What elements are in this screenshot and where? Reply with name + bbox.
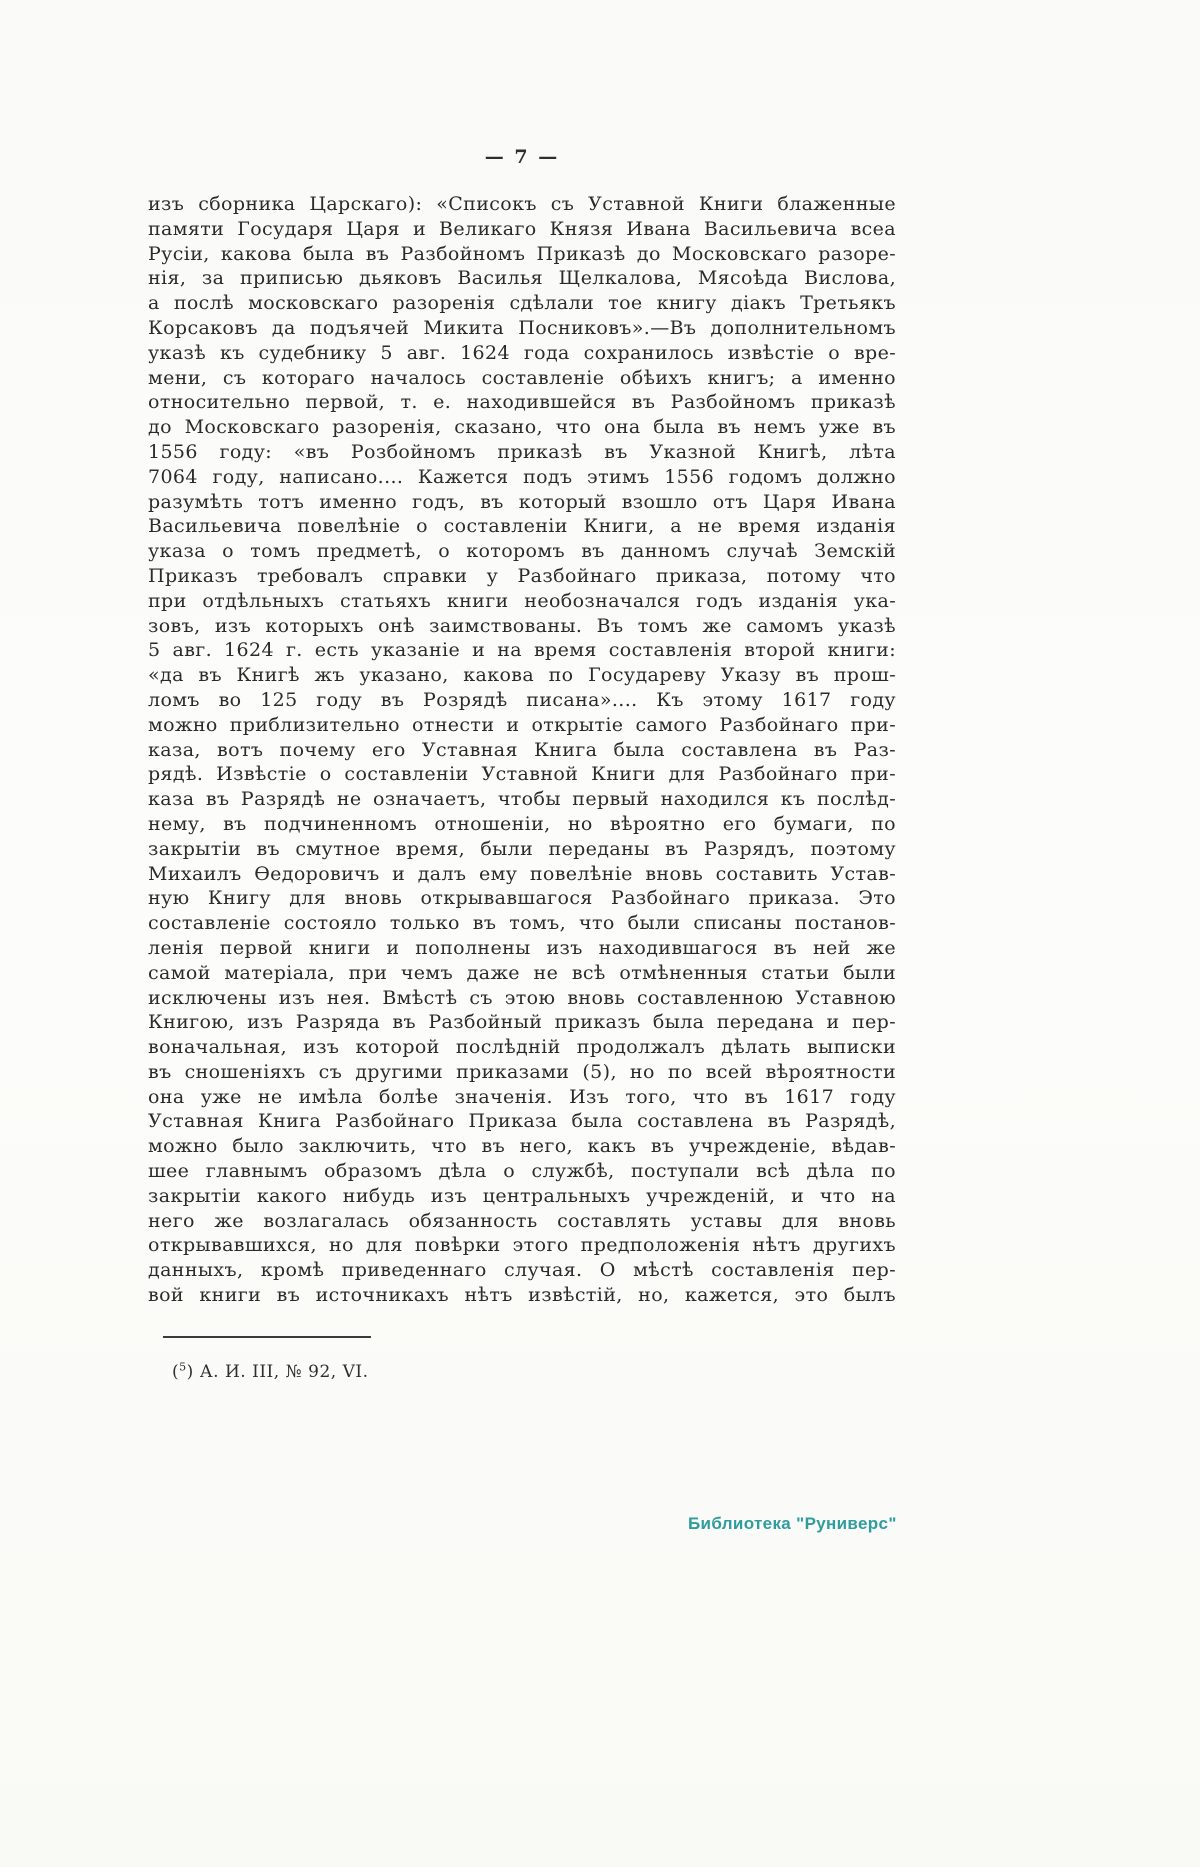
text-line: закрытіи въ смутное время, были переданы въ Разрядъ, поэтому: [148, 837, 896, 860]
text-line: Васильевича повелѣніе о составленіи Книги, а не время изданія: [148, 515, 896, 538]
text-line: воначальная, изъ которой послѣдній продолжалъ дѣлать выписки: [148, 1036, 896, 1059]
text-line: него же возлагалась обязанность составлять уставы для вновь: [148, 1209, 896, 1232]
text-line: относительно первой, т. е. находившейся въ Разбойномъ приказѣ: [148, 391, 896, 414]
text-line: ную Книгу для вновь открывавшагося Разбойнаго приказа. Это: [148, 887, 896, 910]
text-line: при отдѣльныхъ статьяхъ книги необозначался годъ изданія ука-: [148, 589, 896, 612]
text-line: до Московскаго разоренія, сказано, что она была въ немъ уже въ: [148, 416, 896, 439]
footnote-marker: 5: [179, 1360, 187, 1374]
text-line: 7064 году, написано.... Кажется подъ этимъ 1556 годомъ должно: [148, 465, 896, 488]
text-line: она уже не имѣла болѣе значенія. Изъ того, что въ 1617 году: [148, 1085, 896, 1108]
text-line: памяти Государя Царя и Великаго Князя Ивана Васильевича всеа: [148, 217, 896, 240]
text-line: Книгою, изъ Разряда въ Разбойный приказъ была передана и пер-: [148, 1011, 896, 1034]
text-line: 1556 году: «въ Розбойномъ приказѣ въ Указной Книгѣ, лѣта: [148, 440, 896, 463]
text-line: въ сношеніяхъ съ другими приказами (5), но по всей вѣроятности: [148, 1060, 896, 1083]
page-number: — 7 —: [484, 146, 560, 168]
text-line: 5 авг. 1624 г. есть указаніе и на время составленія второй книги:: [148, 639, 896, 662]
text-line: мени, съ котораго началось составленіе обѣихъ книгъ; а именно: [148, 366, 896, 389]
text-line: нія, за приписью дьяковъ Василья Щелкалова, Мясоѣда Вислова,: [148, 267, 896, 290]
text-line: указа о томъ предметѣ, о которомъ въ данномъ случаѣ Земскій: [148, 540, 896, 563]
footnote-open-paren: (: [172, 1362, 180, 1382]
text-line: Приказъ требовалъ справки у Разбойнаго приказа, потому что: [148, 564, 896, 587]
library-watermark: Библиотека "Руниверс": [688, 1514, 897, 1533]
text-line: можно было заключить, что въ него, какъ въ учрежденіе, вѣдав-: [148, 1135, 896, 1158]
body-text: [148, 192, 896, 1308]
text-line: указѣ къ судебнику 5 авг. 1624 года сохранилось извѣстіе о вре-: [148, 341, 896, 364]
text-line: закрытіи какого нибудь изъ центральныхъ учрежденій, и что на: [148, 1184, 896, 1207]
text-line: Михаилъ Ѳедоровичъ и далъ ему повелѣніе вновь составить Устав-: [148, 862, 896, 885]
text-line: Корсаковъ да подъячей Микита Посниковъ».—Въ дополнительномъ: [148, 316, 896, 339]
text-line: вой книги въ источникахъ нѣтъ извѣстій, но, кажется, это былъ: [148, 1284, 896, 1307]
footnote-text: ) А. И. III, № 92, VI.: [186, 1362, 369, 1382]
text-line: исключены изъ нея. Вмѣстѣ съ этою вновь составленною Уставною: [148, 986, 896, 1009]
text-line: ленія первой книги и пополнены изъ находившагося въ ней же: [148, 936, 896, 959]
footnote-divider: [163, 1336, 371, 1338]
text-line: можно приблизительно отнести и открытіе самого Разбойнаго при-: [148, 713, 896, 736]
text-line: «да въ Книгѣ жъ указано, какова по Государеву Указу въ прош-: [148, 664, 896, 687]
text-line: самой матеріала, при чемъ даже не всѣ отмѣненныя статьи были: [148, 961, 896, 984]
text-line: составленіе состояло только въ томъ, что были списаны постанов-: [148, 912, 896, 935]
text-line: изъ сборника Царскаго): «Списокъ съ Уставной Книги блаженные: [148, 193, 896, 215]
text-line: зовъ, изъ которыхъ онѣ заимствованы. Въ томъ же самомъ указѣ: [148, 614, 896, 637]
text-line: а послѣ московскаго разоренія сдѣлали тое книгу діакъ Третьякъ: [148, 292, 896, 315]
text-line: Русіи, какова была въ Разбойномъ Приказѣ до Московскаго разоре-: [148, 242, 896, 265]
footnote: [172, 1362, 369, 1382]
text-line: шее главнымъ образомъ дѣла о службѣ, поступали всѣ дѣла по: [148, 1160, 896, 1183]
text-line: рядѣ. Извѣстіе о составленіи Уставной Книги для Разбойнаго при-: [148, 763, 896, 786]
text-line: нему, въ подчиненномъ отношеніи, но вѣроятно его бумаги, по: [148, 812, 896, 835]
text-line: разумѣть тотъ именно годъ, въ который взошло отъ Царя Ивана: [148, 490, 896, 513]
text-line: открывавшихся, но для повѣрки этого предположенія нѣтъ другихъ: [148, 1234, 896, 1257]
text-line: каза въ Разрядѣ не означаетъ, чтобы первый находился къ послѣд-: [148, 788, 896, 811]
text-line: каза, вотъ почему его Уставная Книга была составлена въ Раз-: [148, 738, 896, 761]
text-line: ломъ во 125 году въ Розрядѣ писана».... Къ этому 1617 году: [148, 688, 896, 711]
text-line: Уставная Книга Разбойнаго Приказа была составлена въ Разрядѣ,: [148, 1110, 896, 1133]
text-line: данныхъ, кромѣ приведеннаго случая. О мѣстѣ составленія пер-: [148, 1259, 896, 1282]
